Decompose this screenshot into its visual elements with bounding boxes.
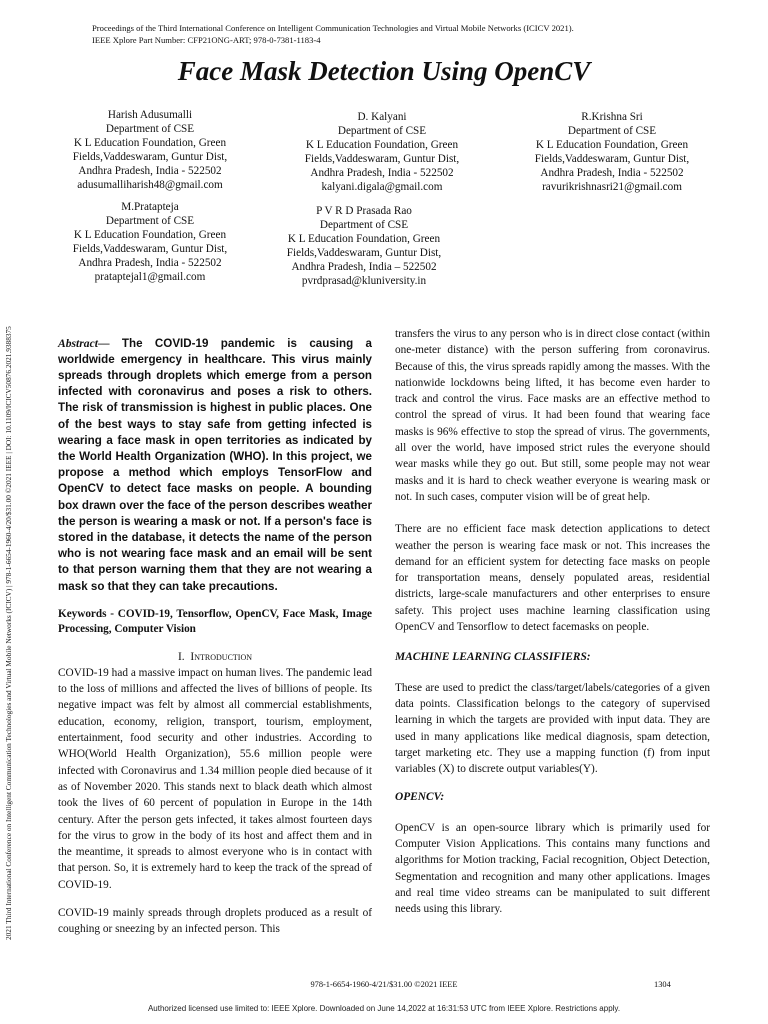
- author-org: Fields,Vaddeswaram, Guntur Dist,: [304, 153, 460, 165]
- author-org: K L Education Foundation, Green: [535, 139, 689, 151]
- author-org: Fields,Vaddeswaram, Guntur Dist,: [534, 153, 690, 165]
- license-notice: Authorized licensed use limited to: IEEE Xplore. Downloaded on June 14,2022 at 16:31:53 UTC from IEEE Xplore. Restrictions apply.: [147, 1004, 621, 1013]
- author-block: [264, 204, 464, 288]
- author-email: ravurikrishnasri21@gmail.com: [542, 181, 682, 193]
- right-paragraph-3: These are used to predict the class/target/labels/categories of a given data points. Classification belongs to the category of supervised learning in which the targets are provided with input data. They are used in many applications like medical diagnosis, spam detection, target marketing etc. They use a mapping function (f) from input variables (X) to discrete output variables(Y).: [395, 681, 710, 776]
- author-dept: Department of CSE: [567, 125, 657, 137]
- right-paragraph-1: transfers the virus to any person who is in direct close contact (within one-meter distance) with the person suffering from coronavirus. Because of this, the virus spreads rapidly among the masses. With the nationwide lockdowns being lifted, it has become even harder to track and control the virus. Face masks are an effective method to control the spread of virus. It had been found that wearing face masks is 96% effective to stop the spread of virus. The governments, all over the world, have imposed strict rules the everyone should wear masks while they go out. But still, some people may not wear masks and it is hard to check weather everyone is wearing mask or not. In such cases, computer vision will be of great help.: [395, 328, 710, 503]
- abstract-lead: Abstract—: [58, 336, 110, 350]
- author-org: Andhra Pradesh, India - 522502: [78, 257, 222, 269]
- right-column: [395, 326, 710, 918]
- author-org: Fields,Vaddeswaram, Guntur Dist,: [286, 247, 442, 259]
- intro-paragraph-2: COVID-19 mainly spreads through droplets produced as a result of coughing or sneezing by an infected person. This: [58, 907, 372, 936]
- author-block: [512, 110, 712, 194]
- right-paragraph-4: OpenCV is an open-source library which is primarily used for Computer Vision Applications. This contains many functions and algorithms for Motion tracking, Facial recognition, Object Detection, Segmentation and recognition and many other applications. Images and real time video streams can be manipulated to suit different needs using this library.: [395, 821, 710, 916]
- author-org: K L Education Foundation, Green: [287, 233, 441, 245]
- header-line-1: Proceedings of the Third International Conference on Intelligent Communication Technologies and Virtual Mobile Networks (ICICV 2021).: [92, 23, 574, 33]
- subheading-opencv: OPENCV:: [395, 791, 445, 804]
- author-dept: Department of CSE: [337, 125, 427, 137]
- author-email: kalyani.digala@gmail.com: [321, 181, 443, 193]
- keywords: [58, 607, 372, 637]
- keywords-lead: Keywords -: [58, 607, 118, 620]
- author-org: Andhra Pradesh, India – 522502: [291, 261, 437, 273]
- author-org: Andhra Pradesh, India - 522502: [310, 167, 454, 179]
- author-name: M.Pratapteja: [121, 201, 179, 213]
- author-block: [282, 110, 482, 194]
- author-block: [50, 108, 250, 192]
- side-doi-text: 2021 Third International Conference on Intelligent Communication Technologies and Virtual Mobile Networks (ICICV) | 978-1-6654-1960-4/20/$31.00 ©2021 IEEE | DOI: 10.1109/ICICV50876.2021.9388375: [4, 326, 13, 940]
- author-name: R.Krishna Sri: [581, 111, 643, 123]
- section-heading-introduction: [58, 651, 372, 663]
- author-org: Fields,Vaddeswaram, Guntur Dist,: [72, 151, 228, 163]
- author-org: Fields,Vaddeswaram, Guntur Dist,: [72, 243, 228, 255]
- conference-header: [92, 22, 732, 46]
- section-number: I.: [177, 650, 185, 663]
- author-org: K L Education Foundation, Green: [73, 229, 227, 241]
- footer-isbn: 978-1-6654-1960-4/21/$31.00 ©2021 IEEE: [310, 980, 458, 989]
- page-number: 1304: [654, 980, 671, 989]
- author-dept: Department of CSE: [105, 215, 195, 227]
- author-name: Harish Adusumalli: [107, 109, 193, 121]
- intro-paragraph-1: COVID-19 had a massive impact on human lives. The pandemic lead to the loss of millions and affected the lives of billions of people. Its negative impact was felt by almost all commercial establishments, education, economy, religion, transport, tourism, employment, entertainment, food security and other industries. According to WHO(World Health Organization), 55.6 million people were infected with Coronavirus and 1.34 million people died because of it as of November 2020. This stands next to black death which almost took the lives of 60 percent of population in Europe in the 14th century. After the person gets infected, it takes almost fourteen days for the virus to grow in the body of its host and affect them and in the meantime, it spreads to almost everyone who is in contact with that person. So, it is extremely hard to keep the track of the spread of COVID-19.: [58, 666, 372, 891]
- abstract: [58, 336, 372, 595]
- author-name: D. Kalyani: [357, 111, 407, 123]
- author-org: Andhra Pradesh, India - 522502: [78, 165, 222, 177]
- header-line-2: IEEE Xplore Part Number: CFP21ONG-ART; 978-0-7381-1183-4: [92, 35, 321, 45]
- author-org: K L Education Foundation, Green: [305, 139, 459, 151]
- subheading-ml-classifiers: MACHINE LEARNING CLASSIFIERS:: [395, 651, 591, 664]
- author-email: adusumalliharish48@gmail.com: [77, 179, 223, 191]
- author-org: Andhra Pradesh, India - 522502: [540, 167, 684, 179]
- left-column: [58, 324, 372, 938]
- author-block: [50, 200, 250, 284]
- paper-title: Face Mask Detection Using OpenCV: [177, 56, 591, 86]
- author-dept: Department of CSE: [319, 219, 409, 231]
- author-name: P V R D Prasada Rao: [316, 205, 412, 217]
- author-email: prataptejal1@gmail.com: [94, 271, 206, 283]
- section-title: Introduction: [190, 650, 253, 663]
- keywords-text: COVID-19, Tensorflow, OpenCV, Face Mask, Image Processing, Computer Vision: [58, 607, 373, 635]
- author-dept: Department of CSE: [105, 123, 195, 135]
- author-email: pvrdprasad@kluniversity.in: [301, 275, 427, 287]
- abstract-text: The COVID-19 pandemic is causing a worldwide emergency in healthcare. This virus mainly spreads through droplets which emerge from a person infected with coronavirus and poses a risk to others. The risk of transmission is highest in public places. One of the best ways to stay safe from getting infected is wearing a face mask in open territories as indicated by the World Health Organization (WHO). In this project, we propose a method which employs TensorFlow and OpenCV to detect face masks on people. A bounding box drawn over the face of the person describes weather the person is wearing a mask or not. If a person's face is stored in the database, it detects the name of the person who is not wearing face mask and an email will be sent to that person warning them that they are not wearing a mask so that they can take precautions.: [58, 336, 372, 593]
- right-paragraph-2: There are no efficient face mask detection applications to detect weather the person is wearing face mask or not. This increases the demand for an efficient system for detecting face masks on people for transportation means, densely populated areas, residential districts, large-scale manufacturers and other enterprises to ensure safety. This project uses machine learning classification using OpenCV and Tensorflow to detect facemasks on people.: [395, 523, 710, 634]
- author-org: K L Education Foundation, Green: [73, 137, 227, 149]
